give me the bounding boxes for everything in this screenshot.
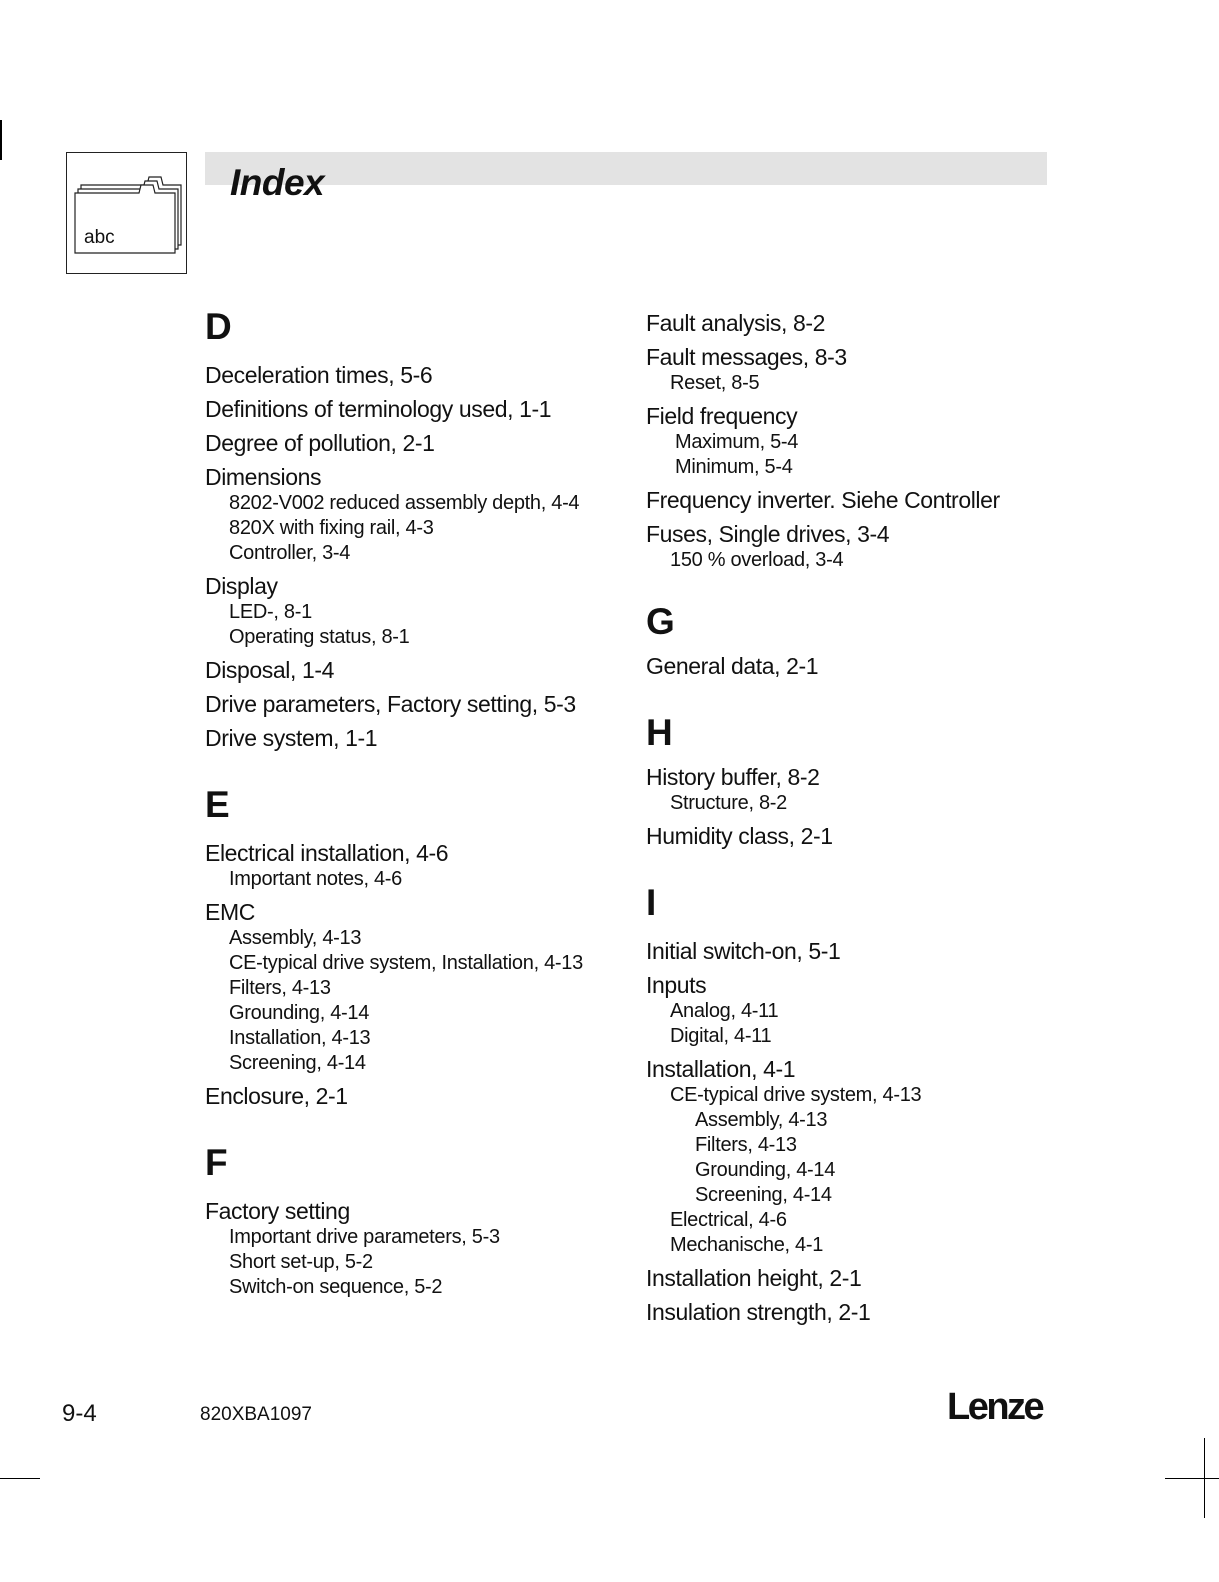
index-entry: Installation, 4-1 [646, 1056, 796, 1082]
index-entry: EMC [205, 899, 255, 925]
index-subentry: Reset, 8-5 [670, 372, 760, 394]
index-entry: Initial switch-on, 5-1 [646, 938, 841, 964]
title-bar [205, 152, 1047, 185]
index-subentry: 8202-V002 reduced assembly depth, 4-4 [229, 492, 580, 514]
crop-mark-bottom-right-v [1204, 1438, 1205, 1518]
index-letter: F [205, 1142, 228, 1183]
index-subsubentry: Grounding, 4-14 [695, 1159, 836, 1181]
index-subentry: Assembly, 4-13 [229, 927, 362, 949]
index-entry: Field frequency [646, 403, 798, 429]
index-subentry: Operating status, 8-1 [229, 626, 410, 648]
index-entry: Display [205, 573, 278, 599]
index-subentry: CE-typical drive system, Installation, 4-13 [229, 952, 583, 974]
index-entry: Fault messages, 8-3 [646, 344, 847, 370]
index-subentry: 820X with fixing rail, 4-3 [229, 517, 434, 539]
index-column-left [205, 304, 625, 1300]
page-title: Index [230, 162, 325, 203]
index-subentry: Minimum, 5-4 [675, 456, 793, 478]
index-subentry: LED-, 8-1 [229, 601, 312, 623]
index-entry: Electrical installation, 4-6 [205, 840, 449, 866]
index-letter: G [646, 601, 675, 642]
index-entry: Fault analysis, 8-2 [646, 310, 826, 336]
page-number: 9-4 [62, 1400, 97, 1427]
tab-label: abc [84, 227, 115, 248]
index-subentry: Filters, 4-13 [229, 977, 331, 999]
index-group-f-continued [646, 310, 1066, 573]
index-subentry: Short set-up, 5-2 [229, 1251, 373, 1273]
index-group-h [646, 710, 1066, 850]
index-group-f [205, 1140, 625, 1300]
index-entry: History buffer, 8-2 [646, 764, 820, 790]
index-letter: I [646, 882, 657, 923]
index-entry: Dimensions [205, 464, 322, 490]
lenze-logo: Lenze [947, 1386, 1043, 1428]
folder-stack-icon [67, 153, 188, 275]
index-group-e [205, 782, 625, 1110]
index-entry: Frequency inverter. Siehe Controller [646, 487, 1000, 513]
index-entry: Degree of pollution, 2-1 [205, 430, 435, 456]
index-subentry: Structure, 8-2 [670, 792, 787, 814]
index-tab-box [66, 152, 187, 274]
index-subentry: Important drive parameters, 5-3 [229, 1226, 500, 1248]
index-subsubentry: Filters, 4-13 [695, 1134, 797, 1156]
index-entry: Factory setting [205, 1198, 350, 1224]
index-subentry: Screening, 4-14 [229, 1052, 366, 1074]
index-entry: Deceleration times, 5-6 [205, 362, 433, 388]
index-group-g [646, 599, 1066, 680]
index-subentry: Important notes, 4-6 [229, 868, 402, 890]
index-subentry: Maximum, 5-4 [675, 431, 799, 453]
index-subsubentry: Screening, 4-14 [695, 1184, 832, 1206]
index-subentry: Installation, 4-13 [229, 1027, 371, 1049]
index-subentry: Controller, 3-4 [229, 542, 351, 564]
index-subsubentry: Assembly, 4-13 [695, 1109, 828, 1131]
index-entry: Drive system, 1-1 [205, 725, 378, 751]
index-subentry: Analog, 4-11 [670, 1000, 779, 1022]
index-entry: Enclosure, 2-1 [205, 1083, 348, 1109]
index-group-d [205, 304, 625, 752]
index-subentry: CE-typical drive system, 4-13 [670, 1084, 922, 1106]
index-subentry: Electrical, 4-6 [670, 1209, 787, 1231]
index-subentry: 150 % overload, 3-4 [670, 549, 844, 571]
document-code: 820XBA1097 [200, 1404, 312, 1425]
index-entry: Inputs [646, 972, 707, 998]
index-entry: Humidity class, 2-1 [646, 823, 833, 849]
crop-mark-bottom-right-h [1165, 1478, 1219, 1479]
index-letter: E [205, 784, 230, 825]
index-subentry: Digital, 4-11 [670, 1025, 772, 1047]
crop-mark-top-left [0, 120, 2, 160]
index-letter: H [646, 712, 673, 753]
index-entry: Installation height, 2-1 [646, 1265, 862, 1291]
index-subentry: Switch-on sequence, 5-2 [229, 1276, 443, 1298]
index-entry: Disposal, 1-4 [205, 657, 335, 683]
index-subentry: Mechanische, 4-1 [670, 1234, 824, 1256]
index-entry: General data, 2-1 [646, 653, 819, 679]
index-entry: Fuses, Single drives, 3-4 [646, 521, 890, 547]
index-entry: Insulation strength, 2-1 [646, 1299, 871, 1325]
index-column-right [646, 310, 1066, 1326]
index-letter: D [205, 306, 232, 347]
index-entry: Definitions of terminology used, 1-1 [205, 396, 552, 422]
crop-mark-bottom-left [0, 1478, 40, 1479]
index-group-i [646, 880, 1066, 1326]
index-entry: Drive parameters, Factory setting, 5-3 [205, 691, 576, 717]
index-subentry: Grounding, 4-14 [229, 1002, 370, 1024]
